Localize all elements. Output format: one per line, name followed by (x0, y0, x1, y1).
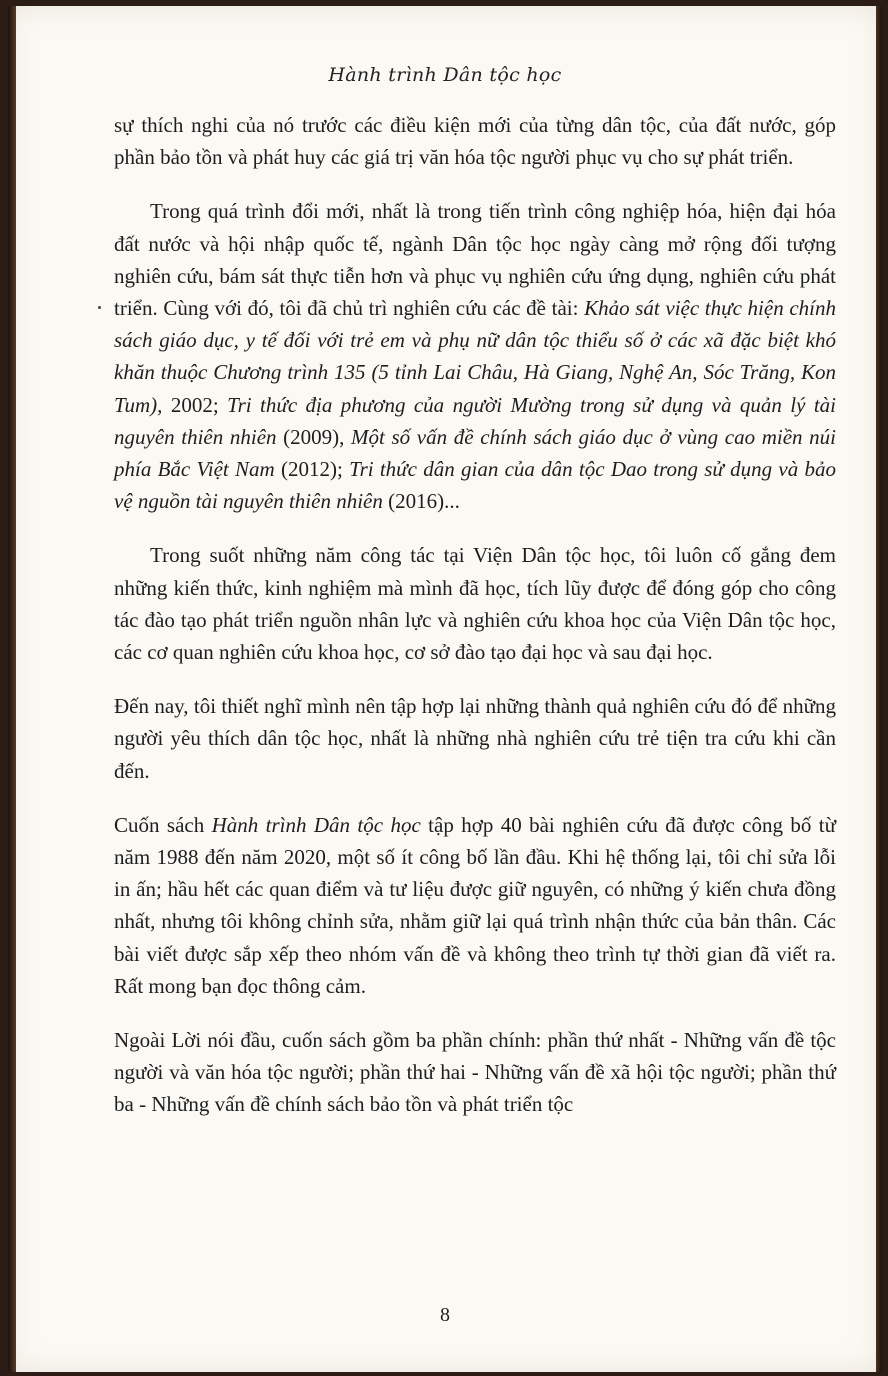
paragraph-5 (114, 809, 836, 1002)
paragraph-2-seg-8: (2016)... (382, 489, 460, 514)
page-edge-right (876, 6, 882, 1372)
book-page (8, 6, 882, 1372)
page-number: 8 (440, 1304, 450, 1326)
paragraph-5-seg-0: Cuốn sách (114, 812, 212, 837)
stray-ink-dot (98, 306, 101, 309)
running-head-title: Hành trình Dân tộc học (328, 64, 562, 86)
paragraph-2-seg-2: 2002; (162, 392, 228, 417)
paragraph-5-seg-2: tập hợp 40 bài nghiên cứu đã được công bố từ năm 1988 đến năm 2020, một số ít công bố lần đầu. Khi hệ thống lại, tôi chỉ sửa lỗi in ấn; hầu hết các quan điểm và tư liệu được giữ nguyên, có những ý kiến chưa đồng nhất, nhưng tôi không chỉnh sửa, nhằm giữ lại quá trình nhận thức của bản thân. Các bài viết được sắp xếp theo nhóm vấn đề và không theo trình tự thời gian đã viết ra. Rất mong bạn đọc thông cảm. (114, 812, 836, 998)
paragraph-3-seg-0: Trong suốt những năm công tác tại Viện Dân tộc học, tôi luôn cố gắng đem những kiến thức, kinh nghiệm mà mình đã học, tích lũy được để đóng góp cho công tác đào tạo phát triển nguồn nhân lực và nghiên cứu khoa học của Viện Dân tộc học, các cơ quan nghiên cứu khoa học, cơ sở đào tạo đại học và sau đại học. (114, 543, 836, 665)
paragraph-2-seg-4: (2009), (276, 424, 352, 449)
paragraph-2-seg-6: (2012); (274, 457, 350, 482)
paragraph-6 (114, 1024, 836, 1121)
body-text (114, 109, 836, 1143)
paragraph-2-seg-7: Tri thức dân gian của dân tộc Dao trong sử dụng và bảo vệ nguồn tài nguyên thiên nhiên (114, 457, 836, 514)
paragraph-2-seg-0: Trong quá trình đổi mới, nhất là trong tiến trình công nghiệp hóa, hiện đại hóa đất nước và hội nhập quốc tế, ngành Dân tộc học ngày càng mở rộng đối tượng nghiên cứu, bám sát thực tiễn hơn và phục vụ nghiên cứu ứng dụng, nghiên cứu phát triển. Cùng với đó, tôi đã chủ trì nghiên cứu các đề tài: (114, 199, 836, 321)
paragraph-4 (114, 690, 836, 787)
paragraph-1-seg-0: sự thích nghi của nó trước các điều kiện mới của từng dân tộc, của đất nước, góp phần bảo tồn và phát huy các giá trị văn hóa tộc người phục vụ cho sự phát triển. (114, 113, 836, 170)
paragraph-4-seg-0: Đến nay, tôi thiết nghĩ mình nên tập hợp lại những thành quả nghiên cứu đó để những người yêu thích dân tộc học, nhất là những nhà nghiên cứu trẻ tiện tra cứu khi cần đến. (114, 694, 836, 783)
paragraph-3 (114, 539, 836, 668)
paragraph-1 (114, 109, 836, 173)
paragraph-5-seg-1: Hành trình Dân tộc học (211, 812, 421, 837)
paragraph-2 (114, 195, 836, 517)
paragraph-6-seg-0: Ngoài Lời nói đầu, cuốn sách gồm ba phần chính: phần thứ nhất - Những vấn đề tộc người và văn hóa tộc người; phần thứ hai - Những vấn đề xã hội tộc người; phần thứ ba - Những vấn đề chính sách bảo tồn và phát triển tộc (114, 1028, 836, 1117)
paragraph-2-seg-1: Khảo sát việc thực hiện chính sách giáo dục, y tế đối với trẻ em và phụ nữ dân tộc thiểu số ở các xã đặc biệt khó khăn thuộc Chương trình 135 (5 tỉnh Lai Châu, Hà Giang, Nghệ An, Sóc Trăng, Kon Tum), (114, 296, 836, 417)
paragraph-2-seg-3: Tri thức địa phương của người Mường trong sử dụng và quản lý tài nguyên thiên nhiên (114, 392, 836, 449)
page-edge-left (8, 6, 16, 1372)
paragraph-2-seg-5: Một số vấn đề chính sách giáo dục ở vùng cao miền núi phía Bắc Việt Nam (114, 424, 836, 482)
